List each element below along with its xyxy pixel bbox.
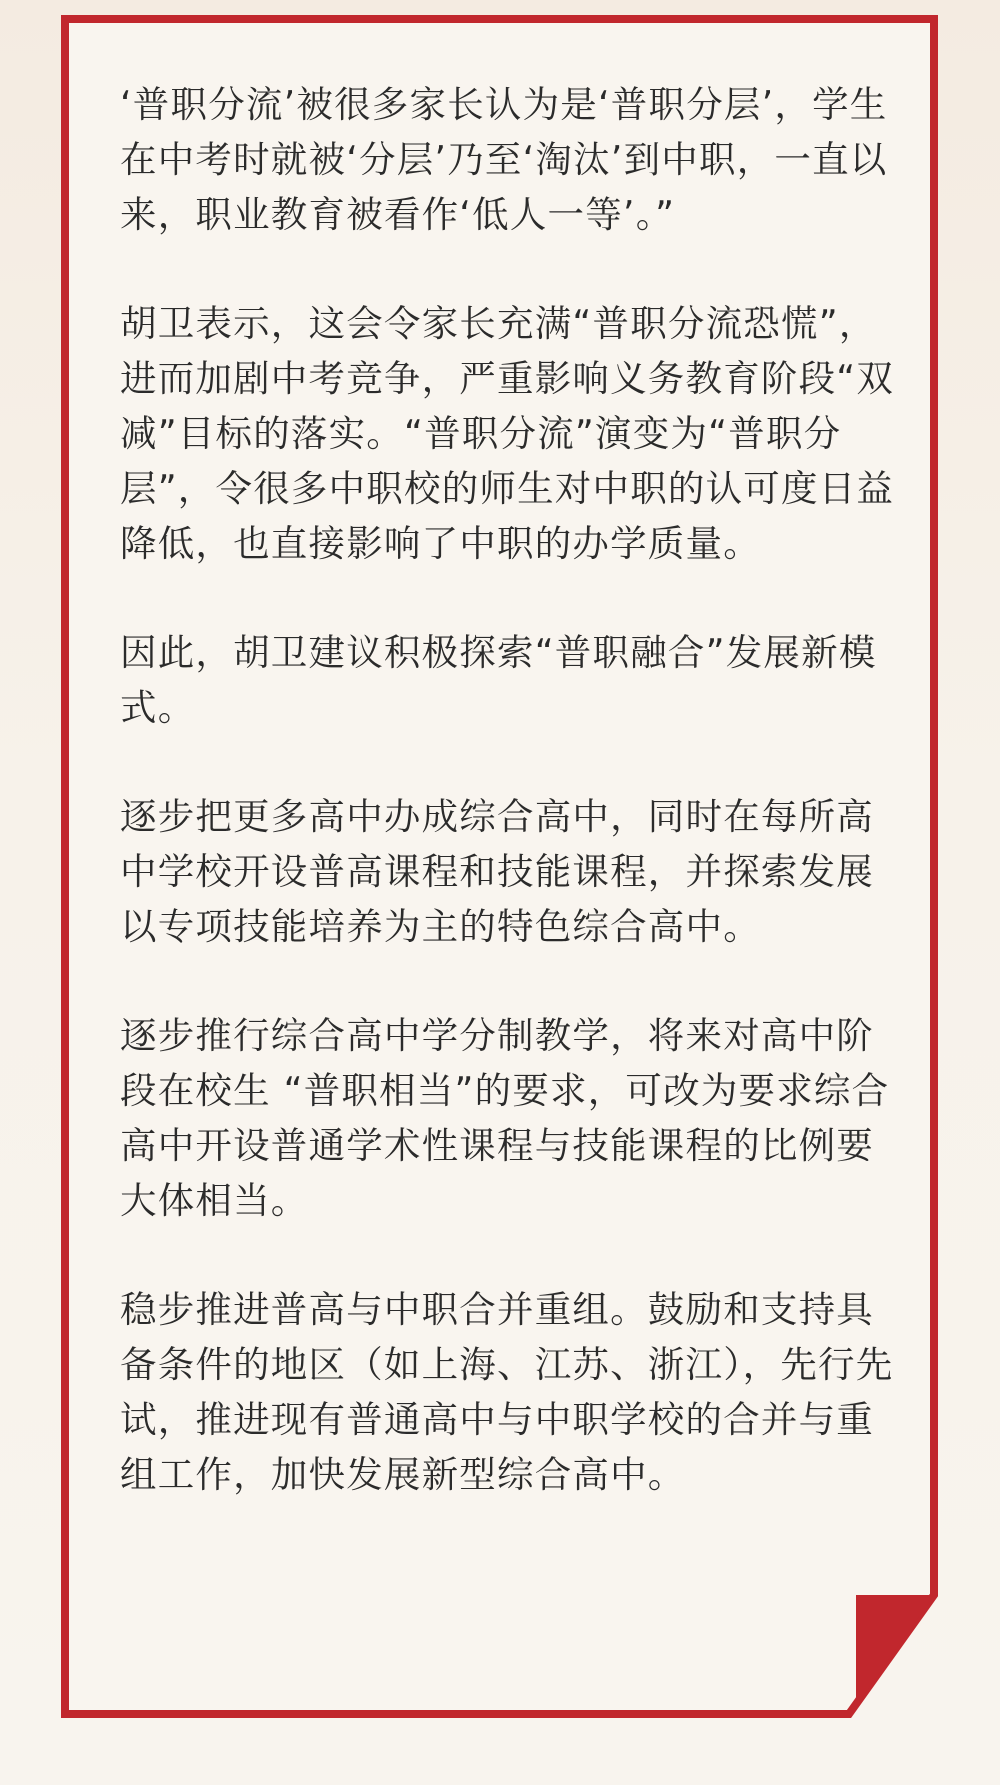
article-card bbox=[61, 15, 938, 1718]
paragraph-3: 因此，胡卫建议积极探索“普职融合”发展新模式。 bbox=[120, 631, 877, 729]
paragraph-5: 逐步推行综合高中学分制教学，将来对高中阶段在校生 “普职相当”的要求，可改为要求综合高中开设普通学术性课程与技能课程的比例要大体相当。 bbox=[120, 1014, 890, 1222]
article-body bbox=[120, 77, 900, 1502]
paragraph-6: 稳步推进普高与中职合并重组。鼓励和支持具备条件的地区（如上海、江苏、浙江），先行先试，推进现有普通高中与中职学校的合并与重组工作，加快发展新型综合高中。 bbox=[120, 1288, 894, 1496]
paragraph-1: ‘普职分流’被很多家长认为是‘普职分层’，学生在中考时就被‘分层’乃至‘淘汰’到中职，一直以来，职业教育被看作‘低人一等’。” bbox=[120, 83, 888, 236]
paragraph-4: 逐步把更多高中办成综合高中，同时在每所高中学校开设普高课程和技能课程，并探索发展以专项技能培养为主的特色综合高中。 bbox=[120, 795, 874, 948]
paragraph-2: 胡卫表示，这会令家长充满“普职分流恐慌”，进而加剧中考竞争，严重影响义务教育阶段“双减”目标的落实。“普职分流”演变为“普职分层”，令很多中职校的师生对中职的认可度日益降低，也直接影响了中职的办学质量。 bbox=[120, 302, 895, 565]
